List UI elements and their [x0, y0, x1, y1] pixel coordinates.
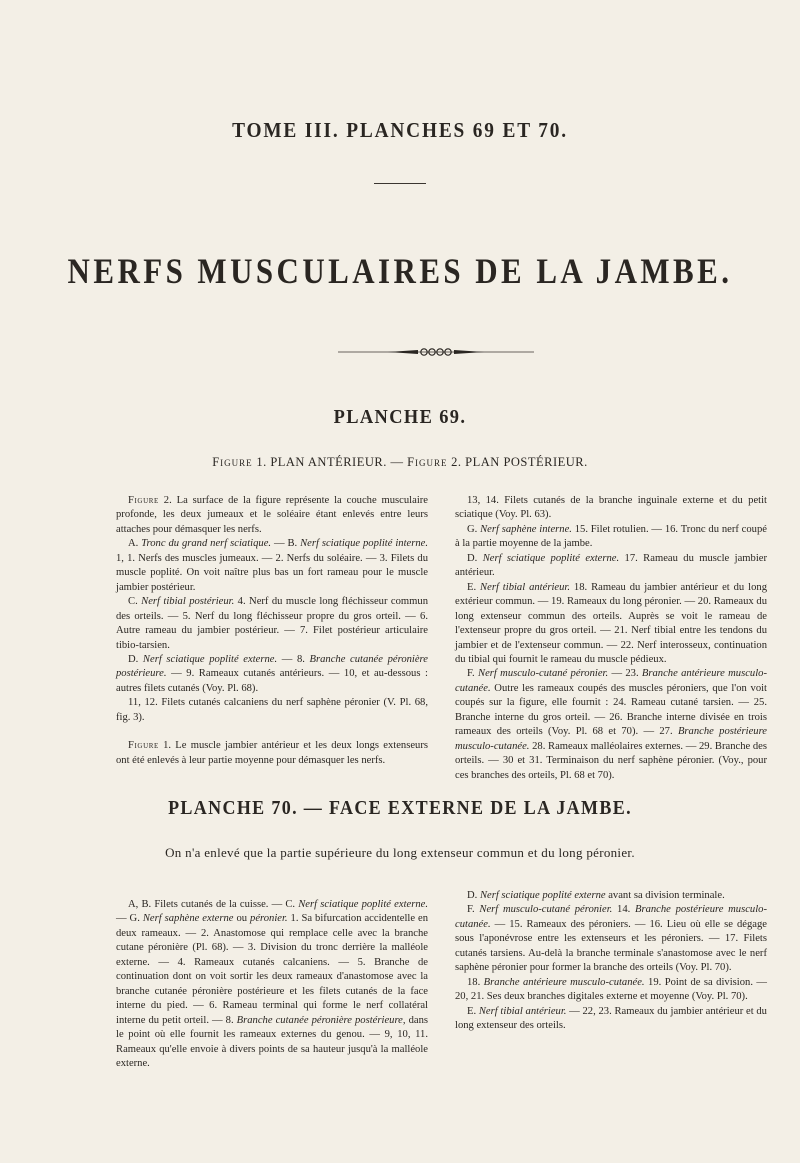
paragraph: F. Nerf musculo-cutané péronier. 14. Branche postérieure musculo-cutanée. — 15. Rameaux des péroniers. — 16. Lieu où elle se dégage sous l'aponévrose entre les extenseurs et les péroniers. — 17. Filets cutanés tarsiens. Au-delà la branche terminale s'anastomose avec le nerf saphène péronier pour former la branche des orteils (Voy. Pl. 70).: [455, 904, 767, 974]
paragraph: D. Nerf sciatique poplité externe. 17. Rameau du muscle jambier antérieur.: [455, 552, 767, 579]
paragraph: 18. Branche antérieure musculo-cutanée. 19. Point de sa division. — 20, 21. Ses deux branches digitales externe et moyenne (Voy. Pl. 70).: [455, 976, 767, 1003]
main-title: NERFS MUSCULAIRES DE LA JAMBE.: [67, 251, 733, 291]
paragraph: A. Tronc du grand nerf sciatique. — B. Nerf sciatique poplité interne. 1, 1. Nerfs des muscles jumeaux. — 2. Nerfs du soléaire. — 3. Filets du muscle poplité. On voit naître plus bas un fort rameau pour le muscle jambier postérieur.: [116, 538, 428, 593]
paragraph: F. Nerf musculo-cutané péronier. — 23. Branche antérieure musculo-cutanée. Outre les rameaux coupés des muscles péroniers, que l'on voit coupés sur la figure, elle fournit : 24. Rameau cutané tarsien. — 25. Branche interne du gros orteil. — 26. Branche interne divisée en trois rameaux des orteils (Voy. Pl. 68 et 70). — 27. Branche postérieure musculo-cutanée. 28. Rameaux malléolaires externes. — 29. Branche des orteils. — 30 et 31. Terminaison du nerf saphène péronier. (Voy., pour ces branches des orteils, Pl. 68 et 70).: [455, 668, 767, 781]
paragraph: 11, 12. Filets cutanés calcaniens du nerf saphène péronier (V. Pl. 68, fig. 3).: [116, 697, 428, 723]
planche-70-right-column: [455, 889, 767, 1034]
paragraph: Figure 2. La surface de la figure représente la couche musculaire profonde, les deux jumeaux et le soléaire étant enlevés entre leurs attaches pour démasquer les nerfs.: [116, 495, 428, 535]
paragraph: C. Nerf tibial postérieur. 4. Nerf du muscle long fléchisseur commun des orteils. — 5. Nerf du long fléchisseur propre du gros orteil. — 6. Autre rameau du jambier postérieur. — 7. Filet postérieur articulaire tibio-tarsien.: [116, 596, 428, 651]
tome-heading: TOME III. PLANCHES 69 ET 70.: [232, 118, 568, 142]
figures-subtitle: [0, 455, 800, 470]
fig-separator: —: [386, 455, 408, 469]
paragraph: 13, 14. Filets cutanés de la branche inguinale externe et du petit sciatique (Voy. Pl. 63).: [455, 495, 767, 521]
paragraph: G. Nerf saphène interne. 15. Filet rotulien. — 16. Tronc du nerf coupé à la partie moyenne de la jambe.: [455, 523, 767, 550]
ornament-divider-icon: [338, 346, 534, 358]
planche-70-intro: On n'a enlevé que la partie supérieure du long extenseur commun et du long péronier.: [165, 845, 635, 860]
paragraph: Figure 1. Le muscle jambier antérieur et les deux longs extenseurs ont été enlevés à leur partie moyenne pour démasquer les nerfs.: [116, 740, 428, 766]
planche-70-left-column: [116, 898, 428, 1071]
planche-69-left-column: [116, 494, 428, 768]
paragraph: E. Nerf tibial antérieur. 18. Rameau du jambier antérieur et du long extérieur commun. — 19. Rameaux du long péronier. — 20. Rameaux du long extenseur commun des orteils. Auprès se voit le rameau de l'extenseur propre du gros orteil. — 21. Nerf tibial entre les tendons du jambier et de l'extenseur commun. — 22. Nerf interosseux, continuation du tibial qui fournit le rameau du muscle pédieux.: [455, 581, 767, 665]
paragraph: E. Nerf tibial antérieur. — 22, 23. Rameaux du jambier antérieur et du long extenseur des orteils.: [455, 1005, 767, 1032]
fig1-label: Figure: [212, 455, 253, 469]
planche-69-right-column: [455, 494, 767, 783]
short-rule-divider: [374, 183, 426, 184]
fig2-rest: 2. PLAN POSTÉRIEUR.: [447, 455, 588, 469]
fig1-rest: 1. PLAN ANTÉRIEUR.: [252, 455, 387, 469]
planche-70-title: PLANCHE 70. — FACE EXTERNE DE LA JAMBE.: [168, 797, 632, 819]
fig2-label: Figure: [407, 455, 448, 469]
paragraph: D. Nerf sciatique poplité externe. — 8. Branche cutanée péronière postérieure. — 9. Rameaux cutanés antérieurs. — 10, et au-dessous : autres filets cutanés (Voy. Pl. 68).: [116, 653, 428, 694]
paragraph: A, B. Filets cutanés de la cuisse. — C. Nerf sciatique poplité externe. — G. Nerf saphène externe ou péronier. 1. Sa bifurcation accidentelle en deux rameaux. — 2. Anastomose qui remplace celle avec la branche cutane péronière (Pl. 68). — 3. Division du tronc derrière la malléole externe. — 4. Rameaux cutanés calcaniens. — 5. Branche de continuation dont on voit sortir les deux rameaux d'anastomose avec la branche cutanée péronière postérieure et les filets cutanés de la face interne du pied. — 6. Rameau terminal qui forme le nerf collatéral interne du petit orteil. — 8. Branche cutanée péronière postérieure, dans le point où elle fournit les rameaux externes du genou. — 9, 10, 11. Rameaux qu'elle envoie à divers points de sa hauteur jusqu'à la malléole externe.: [116, 899, 428, 1069]
paragraph: D. Nerf sciatique poplité externe avant sa division terminale.: [467, 890, 725, 901]
planche-69-title: PLANCHE 69.: [333, 406, 467, 428]
